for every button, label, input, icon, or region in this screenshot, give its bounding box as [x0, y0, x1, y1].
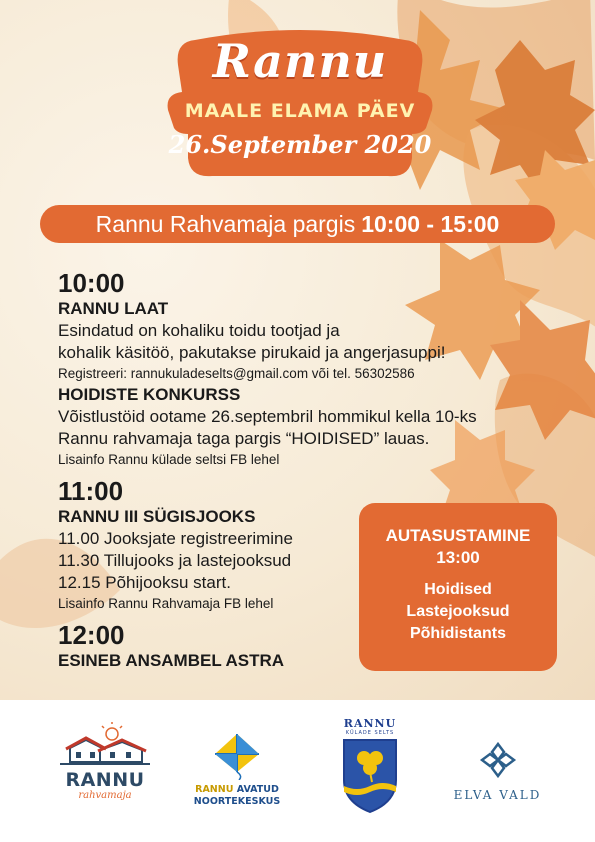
awards-box: [359, 503, 557, 671]
event-rannu-laat-line-1: Esindatud on kohaliku toidu tootjad ja: [58, 321, 340, 340]
event-hoidiste-line-1: Võistlustöid ootame 26.septembril hommikul kella 10-ks: [58, 407, 477, 426]
elva-name: ELVA VALD: [453, 788, 542, 802]
selts-sub: KÜLADE SELTS: [345, 730, 395, 736]
schedule-time-2: 11:00: [58, 476, 124, 506]
location-hours: 10:00 - 15:00: [361, 210, 500, 237]
event-title: Rannu: [212, 34, 388, 88]
sponsor-footer: [0, 700, 595, 842]
event-sugisjooks-line-3: 12.15 Põhijooksu start.: [58, 573, 231, 592]
event-rannu-laat-line-2: kohalik käsitöö, pakutakse pirukaid ja angerjasuppi!: [58, 343, 446, 362]
event-date: 26.September 2020: [168, 130, 432, 159]
kite-icon: [207, 732, 267, 780]
selts-name: RANNU: [343, 717, 397, 730]
noortekeskus-logo: [182, 732, 292, 808]
location-banner: [40, 205, 555, 243]
event-sugisjooks-title: RANNU III SÜGISJOOKS: [58, 507, 256, 526]
rahvamaja-building-icon: [60, 722, 150, 766]
event-sugisjooks-line-1: 11.00 Jooksjate registreerimine: [58, 529, 293, 548]
kulade-selts-logo: [330, 718, 410, 818]
event-hoidiste-line-2: Rannu rahvamaja taga pargis “HOIDISED” lauas.: [58, 429, 430, 448]
coat-of-arms-icon: [340, 736, 400, 814]
rahvamaja-sub: rahvamaja: [78, 790, 132, 801]
event-rannu-laat-title: RANNU LAAT: [58, 299, 169, 318]
event-rannu-laat-note: Registreeri: rannukuladeselts@gmail.com või tel. 56302586: [58, 366, 415, 381]
awards-item: Põhidistants: [409, 625, 506, 642]
schedule-time-1: 10:00: [58, 268, 125, 298]
event-sugisjooks-note: Lisainfo Rannu Rahvamaja FB lehel: [58, 596, 274, 611]
awards-list: [359, 579, 557, 645]
title-badge: [150, 30, 450, 182]
awards-item: Lastejooksud: [406, 603, 510, 620]
location-place: Rannu Rahvamaja pargis: [95, 210, 356, 237]
awards-item: Hoidised: [424, 581, 492, 598]
elva-snowflake-icon: [478, 740, 518, 780]
awards-time: 13:00: [436, 548, 480, 567]
rahvamaja-name: RANNU: [65, 769, 145, 791]
event-hoidiste-note: Lisainfo Rannu külade seltsi FB lehel: [58, 452, 280, 467]
elva-vald-logo: [440, 740, 555, 802]
noortekeskus-word-avatud: AVATUD: [236, 784, 279, 795]
event-astra-title: ESINEB ANSAMBEL ASTRA: [58, 651, 285, 670]
noortekeskus-line-1: [182, 784, 292, 796]
rannu-rahvamaja-logo: [60, 722, 150, 802]
noortekeskus-line-2: NOORTEKESKUS: [193, 796, 281, 807]
awards-title: AUTASUSTAMINE: [385, 526, 531, 545]
schedule-time-3: 12:00: [58, 620, 125, 650]
noortekeskus-word-rannu: RANNU: [195, 784, 234, 795]
event-subtitle: MAALE ELAMA PÄEV: [184, 100, 416, 122]
event-hoidiste-title: HOIDISTE KONKURSS: [58, 385, 241, 404]
event-sugisjooks-line-2: 11.30 Tillujooks ja lastejooksud: [58, 551, 292, 570]
